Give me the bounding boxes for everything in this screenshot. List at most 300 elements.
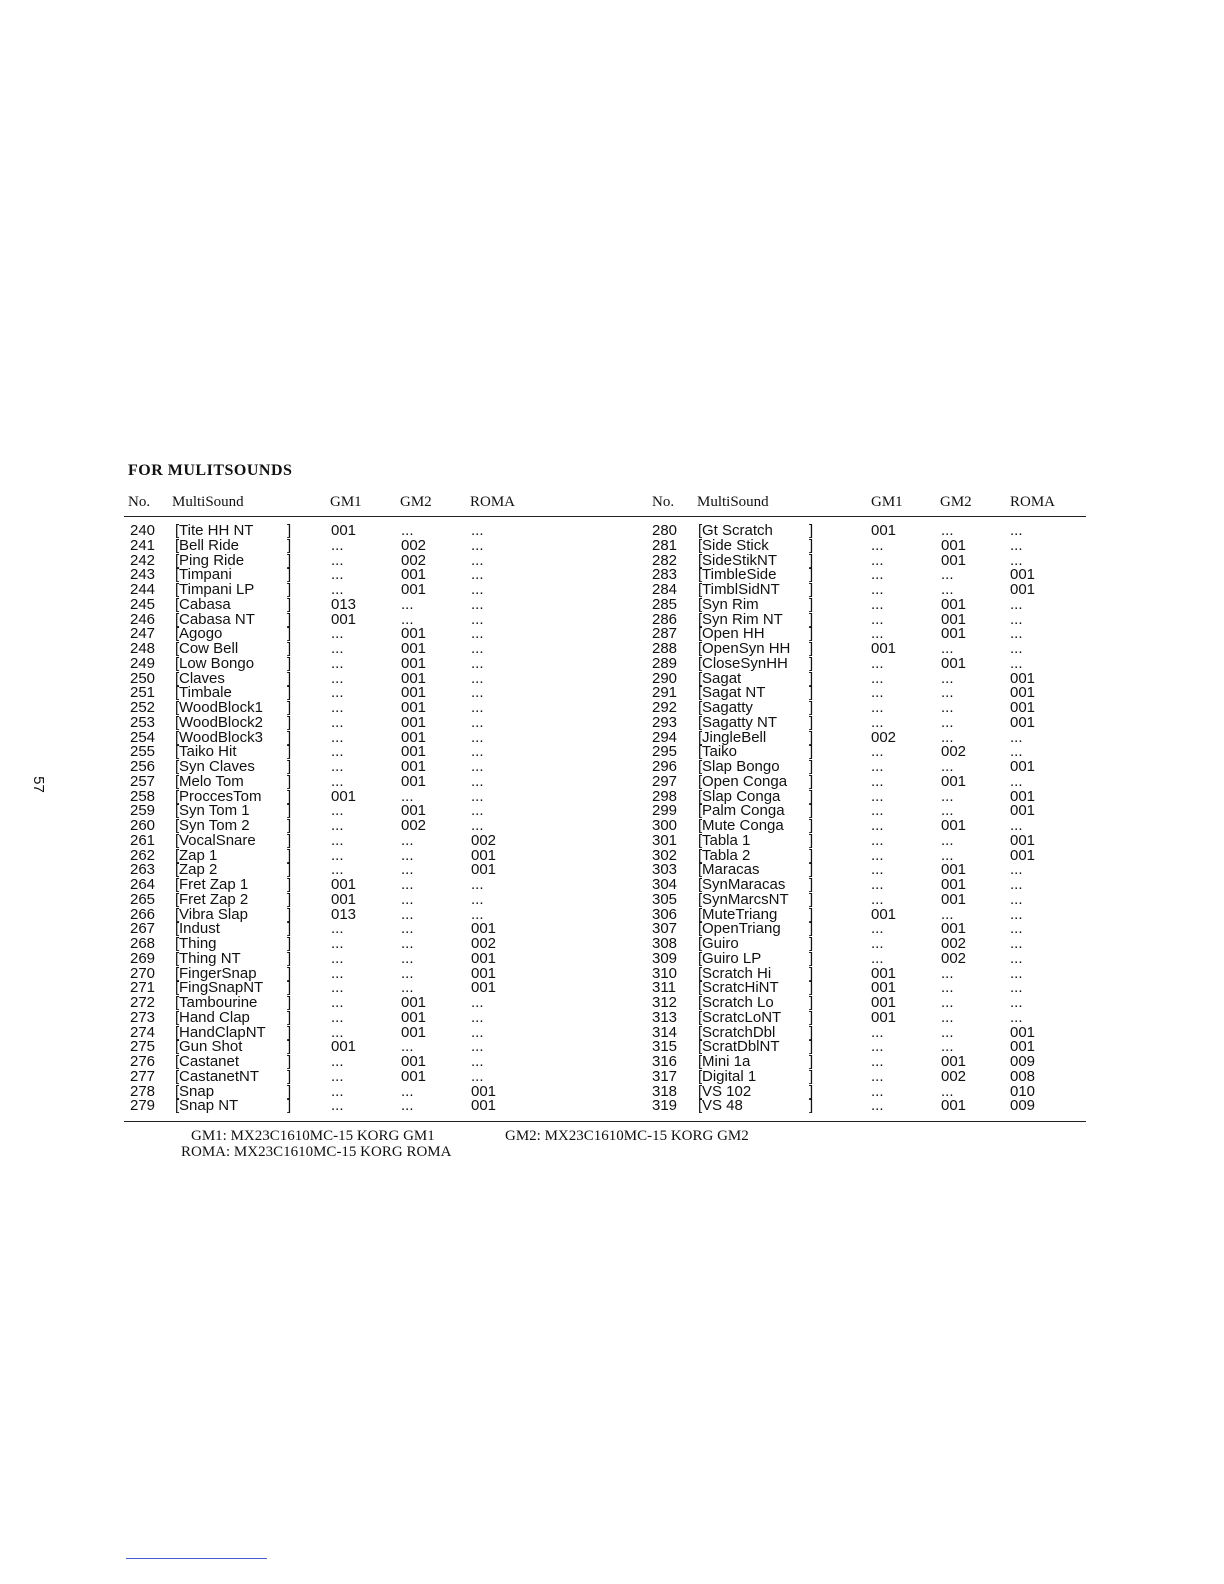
gm2-value: 002 [401, 817, 427, 834]
multisound-name: SynMaracas [702, 876, 786, 893]
roma-value: ... [471, 654, 484, 672]
multisound-name: Slap Bongo [702, 758, 780, 775]
bracket-close: ] [809, 581, 814, 598]
row-number: 243 [130, 566, 156, 584]
bracket-close: ] [809, 861, 814, 879]
bracket-close: ] [809, 905, 814, 923]
gm1-value: ... [871, 610, 884, 628]
gm1-value: 001 [331, 1038, 357, 1056]
gm1-value: ... [871, 802, 884, 820]
bracket-open: [ [698, 640, 703, 657]
roma-value: 001 [471, 979, 497, 997]
roma-value: ... [471, 787, 484, 805]
roma-value: ... [471, 713, 484, 731]
multisound-name: Guiro [702, 935, 739, 952]
gm2-value: 001 [401, 743, 427, 761]
bracket-close: ] [809, 1097, 814, 1115]
bracket-open: [ [175, 1008, 180, 1026]
bracket-close: ] [287, 595, 292, 613]
multisound-name: Agogo [179, 625, 223, 643]
roma-value: ... [471, 743, 484, 761]
multisound-name: FingSnapNT [179, 979, 264, 997]
roma-value: ... [471, 610, 484, 628]
bracket-close: ] [809, 728, 814, 746]
roma-value: ... [471, 1038, 484, 1056]
roma-value: 001 [471, 920, 497, 938]
gm2-value: 002 [941, 1067, 967, 1085]
bracket-open: [ [175, 964, 180, 982]
gm1-value: ... [871, 551, 884, 569]
row-number: 263 [130, 861, 156, 879]
multisound-name: WoodBlock1 [179, 699, 263, 716]
gm2-value: 001 [401, 581, 427, 598]
roma-value: ... [1010, 610, 1023, 628]
gm2-value: ... [941, 846, 954, 864]
gm1-value: ... [331, 1067, 344, 1085]
multisound-name: SideStikNT [702, 551, 778, 569]
bracket-open: [ [175, 905, 180, 923]
bracket-close: ] [287, 625, 292, 643]
gm1-value: ... [871, 920, 884, 938]
multisound-name: Digital 1 [702, 1067, 757, 1085]
multisound-name: ScratcHiNT [702, 979, 779, 997]
row-number: 288 [652, 640, 678, 657]
multisound-name: Open HH [702, 625, 765, 643]
gm1-value: ... [331, 713, 344, 731]
footnote-gm2: GM2: MX23C1610MC-15 KORG GM2 [505, 1128, 749, 1144]
bracket-open: [ [175, 1067, 180, 1085]
bracket-close: ] [809, 536, 814, 554]
gm1-value: ... [331, 1053, 344, 1070]
bracket-open: [ [175, 1053, 180, 1070]
multisound-name: Syn Claves [179, 758, 255, 775]
bracket-close: ] [809, 846, 814, 864]
row-number: 294 [652, 728, 678, 746]
bracket-open: [ [175, 743, 180, 761]
bracket-open: [ [698, 787, 703, 805]
gm1-value: ... [331, 979, 344, 997]
roma-value: 001 [1010, 669, 1036, 687]
row-number: 271 [130, 979, 156, 997]
gm1-value: 001 [331, 876, 357, 893]
roma-value: ... [471, 1023, 484, 1041]
bracket-open: [ [175, 949, 180, 967]
row-number: 242 [130, 551, 156, 569]
bracket-open: [ [175, 979, 180, 997]
bracket-open: [ [175, 920, 180, 938]
gm2-value: 001 [401, 1067, 427, 1085]
bracket-close: ] [287, 654, 292, 672]
gm1-value: ... [331, 1082, 344, 1100]
bracket-open: [ [175, 581, 180, 598]
gm2-value: 001 [401, 669, 427, 687]
gm2-value: 001 [401, 699, 427, 716]
bracket-close: ] [287, 566, 292, 584]
bracket-close: ] [809, 787, 814, 805]
bracket-close: ] [287, 772, 292, 790]
gm2-value: 001 [401, 758, 427, 775]
gm1-value: ... [331, 699, 344, 716]
roma-value: ... [1010, 654, 1023, 672]
bracket-close: ] [287, 949, 292, 967]
gm1-value: ... [331, 861, 344, 879]
gm2-value: 001 [941, 654, 967, 672]
multisound-name: HandClapNT [179, 1023, 266, 1041]
row-number: 290 [652, 669, 678, 687]
gm2-value: ... [401, 905, 414, 923]
row-number: 275 [130, 1038, 156, 1056]
gm2-value: ... [401, 979, 414, 997]
bracket-close: ] [287, 1082, 292, 1100]
bracket-open: [ [698, 817, 703, 834]
bracket-open: [ [698, 876, 703, 893]
gm2-value: 001 [401, 1053, 427, 1070]
multisound-name: Ping Ride [179, 551, 245, 569]
roma-value: 001 [1010, 1023, 1036, 1041]
header-roma: ROMA [1010, 494, 1056, 510]
gm1-value: ... [871, 684, 884, 702]
bracket-close: ] [287, 905, 292, 923]
gm1-value: ... [871, 566, 884, 584]
roma-value: ... [1010, 964, 1023, 982]
roma-value: ... [1010, 994, 1023, 1011]
bracket-close: ] [809, 743, 814, 761]
multisound-name: Gt Scratch [702, 522, 773, 539]
bracket-open: [ [175, 728, 180, 746]
row-number: 311 [652, 979, 676, 997]
row-number: 315 [652, 1038, 678, 1056]
row-number: 310 [652, 964, 678, 982]
row-number: 273 [130, 1008, 156, 1026]
multisound-name: ScratcLoNT [702, 1008, 782, 1026]
row-number: 256 [130, 758, 156, 775]
gm1-value: 001 [871, 979, 897, 997]
gm2-value: ... [941, 1038, 954, 1056]
gm2-value: 002 [401, 551, 427, 569]
bracket-close: ] [809, 1038, 814, 1056]
row-number: 302 [652, 846, 678, 864]
row-number: 318 [652, 1082, 678, 1100]
gm2-value: ... [401, 595, 414, 613]
gm2-value: ... [401, 610, 414, 628]
multisound-name: Scratch Hi [702, 964, 772, 982]
bracket-close: ] [287, 713, 292, 731]
gm2-value: 001 [941, 625, 967, 643]
row-number: 300 [652, 817, 678, 834]
multisound-name: Indust [179, 920, 220, 938]
bracket-close: ] [287, 640, 292, 657]
roma-value: 001 [471, 861, 497, 879]
multisound-name: Syn Tom 1 [179, 802, 250, 820]
multisound-name: Tite HH NT [179, 522, 254, 539]
roma-value: ... [1010, 935, 1023, 952]
gm2-value: ... [941, 728, 954, 746]
gm2-value: 001 [941, 772, 967, 790]
row-number: 314 [652, 1023, 678, 1041]
bracket-open: [ [175, 699, 180, 716]
bracket-open: [ [175, 772, 180, 790]
gm2-value: ... [941, 787, 954, 805]
row-number: 265 [130, 890, 156, 908]
bracket-close: ] [809, 566, 814, 584]
roma-value: ... [1010, 890, 1023, 908]
gm1-value: ... [331, 669, 344, 687]
gm2-value: ... [941, 566, 954, 584]
gm1-value: ... [331, 728, 344, 746]
roma-value: ... [471, 758, 484, 775]
roma-value: 001 [1010, 713, 1036, 731]
roma-value: ... [471, 876, 484, 893]
gm1-value: ... [871, 772, 884, 790]
bracket-open: [ [698, 846, 703, 864]
gm1-value: ... [871, 743, 884, 761]
roma-value: ... [1010, 595, 1023, 613]
row-number: 317 [652, 1067, 678, 1085]
bracket-open: [ [698, 772, 703, 790]
roma-value: ... [1010, 920, 1023, 938]
gm2-value: ... [401, 1038, 414, 1056]
header-gm1: GM1 [871, 494, 903, 510]
multisound-name: Tabla 1 [702, 831, 751, 849]
bracket-open: [ [698, 994, 703, 1011]
row-number: 308 [652, 935, 678, 952]
bracket-close: ] [809, 699, 814, 716]
bracket-open: [ [698, 1082, 703, 1100]
bracket-open: [ [175, 846, 180, 864]
gm2-value: ... [401, 1082, 414, 1100]
bracket-open: [ [175, 890, 180, 908]
gm2-value: 001 [941, 536, 967, 554]
multisound-name: Cabasa [179, 595, 231, 613]
row-number: 248 [130, 640, 156, 657]
row-number: 312 [652, 994, 678, 1011]
row-number: 259 [130, 802, 156, 820]
gm2-value: ... [941, 758, 954, 775]
gm2-value: 001 [401, 566, 427, 584]
row-number: 246 [130, 610, 156, 628]
row-number: 252 [130, 699, 156, 716]
row-number: 284 [652, 581, 678, 598]
gm2-value: ... [401, 920, 414, 938]
multisound-name: FingerSnap [179, 964, 257, 982]
bracket-close: ] [287, 802, 292, 820]
bracket-close: ] [287, 979, 292, 997]
gm1-value: ... [871, 1067, 884, 1085]
roma-value: ... [471, 684, 484, 702]
gm1-value: 002 [871, 728, 897, 746]
gm1-value: ... [871, 935, 884, 952]
roma-value: 001 [1010, 1038, 1036, 1056]
gm2-value: ... [941, 1023, 954, 1041]
gm1-value: ... [871, 817, 884, 834]
bracket-open: [ [175, 802, 180, 820]
row-number: 301 [652, 831, 678, 849]
roma-value: ... [1010, 949, 1023, 967]
bracket-close: ] [809, 595, 814, 613]
bracket-close: ] [287, 846, 292, 864]
row-number: 247 [130, 625, 156, 643]
multisound-name: Scratch Lo [702, 994, 774, 1011]
gm1-value: ... [871, 787, 884, 805]
bracket-open: [ [175, 1097, 180, 1115]
roma-value: 001 [1010, 846, 1036, 864]
roma-value: ... [471, 551, 484, 569]
gm1-value: ... [331, 640, 344, 657]
roma-value: ... [471, 772, 484, 790]
row-number: 289 [652, 654, 678, 672]
bracket-open: [ [698, 831, 703, 849]
bracket-open: [ [698, 713, 703, 731]
roma-value: 009 [1010, 1097, 1036, 1115]
multisound-name: Bell Ride [179, 536, 240, 554]
multisound-name: Snap NT [179, 1097, 239, 1115]
bracket-close: ] [287, 1067, 292, 1085]
bracket-open: [ [698, 654, 703, 672]
header-gm1: GM1 [330, 494, 362, 510]
row-number: 269 [130, 949, 156, 967]
bracket-open: [ [175, 876, 180, 893]
bracket-open: [ [175, 713, 180, 731]
gm2-value: ... [941, 684, 954, 702]
bracket-open: [ [175, 684, 180, 702]
bracket-close: ] [809, 935, 814, 952]
row-number: 316 [652, 1053, 678, 1070]
multisound-name: Fret Zap 2 [179, 890, 249, 908]
gm2-value: ... [401, 522, 414, 539]
bracket-close: ] [287, 1053, 292, 1070]
multisound-name: OpenSyn HH [702, 640, 791, 657]
gm2-value: 001 [941, 876, 967, 893]
gm1-value: 001 [331, 610, 357, 628]
gm1-value: ... [331, 1097, 344, 1115]
multisound-name: Mini 1a [702, 1053, 751, 1070]
roma-value: ... [471, 625, 484, 643]
roma-value: 001 [1010, 831, 1036, 849]
table-bottom-rule [124, 1121, 1086, 1122]
gm2-value: ... [941, 905, 954, 923]
gm1-value: ... [871, 831, 884, 849]
bracket-open: [ [698, 595, 703, 613]
bracket-open: [ [175, 787, 180, 805]
roma-value: ... [471, 817, 484, 834]
roma-value: 001 [471, 1097, 497, 1115]
bracket-close: ] [287, 876, 292, 893]
roma-value: 002 [471, 935, 497, 952]
roma-value: 001 [471, 1082, 497, 1100]
multisound-name: Syn Tom 2 [179, 817, 250, 834]
bracket-close: ] [287, 787, 292, 805]
roma-value: ... [471, 669, 484, 687]
row-number: 283 [652, 566, 678, 584]
gm1-value: ... [871, 861, 884, 879]
gm2-value: 001 [401, 640, 427, 657]
bracket-close: ] [809, 1023, 814, 1041]
bracket-close: ] [809, 1053, 814, 1070]
gm1-value: ... [331, 758, 344, 775]
row-number: 286 [652, 610, 678, 628]
roma-value: ... [1010, 743, 1023, 761]
gm1-value: ... [331, 949, 344, 967]
row-number: 295 [652, 743, 678, 761]
footnote-gm1: GM1: MX23C1610MC-15 KORG GM1 [191, 1128, 435, 1144]
bracket-close: ] [809, 654, 814, 672]
bracket-open: [ [698, 699, 703, 716]
row-number: 281 [652, 536, 678, 554]
gm1-value: 001 [871, 964, 897, 982]
row-number: 285 [652, 595, 678, 613]
row-number: 297 [652, 772, 678, 790]
row-number: 270 [130, 964, 156, 982]
roma-value: ... [471, 581, 484, 598]
bracket-close: ] [809, 522, 814, 539]
header-no: No. [652, 494, 675, 510]
bracket-close: ] [287, 684, 292, 702]
bracket-close: ] [809, 949, 814, 967]
multisound-name: MuteTriang [702, 905, 778, 923]
roma-value: ... [1010, 861, 1023, 879]
gm2-value: 001 [941, 861, 967, 879]
bracket-close: ] [809, 713, 814, 731]
multisound-name: Side Stick [702, 536, 769, 554]
roma-value: ... [1010, 522, 1023, 539]
bracket-open: [ [698, 566, 703, 584]
bracket-close: ] [809, 640, 814, 657]
multisound-name: WoodBlock2 [179, 713, 263, 731]
bracket-open: [ [698, 1067, 703, 1085]
bracket-open: [ [175, 669, 180, 687]
roma-value: ... [471, 728, 484, 746]
gm1-value: ... [871, 876, 884, 893]
bracket-close: ] [809, 758, 814, 775]
bracket-close: ] [809, 802, 814, 820]
bracket-open: [ [698, 935, 703, 952]
multisound-name: Castanet [179, 1053, 240, 1070]
multisound-name: OpenTriang [702, 920, 781, 938]
gm2-value: 001 [401, 802, 427, 820]
roma-value: 001 [1010, 802, 1036, 820]
row-number: 291 [652, 684, 678, 702]
gm1-value: ... [331, 817, 344, 834]
bracket-open: [ [175, 640, 180, 657]
bracket-close: ] [287, 536, 292, 554]
gm1-value: ... [331, 1023, 344, 1041]
row-number: 279 [130, 1097, 156, 1115]
bracket-close: ] [287, 1097, 292, 1115]
multisound-name: Thing [179, 935, 217, 952]
roma-value: 001 [1010, 699, 1036, 716]
multisound-name: JingleBell [702, 728, 767, 746]
row-number: 244 [130, 581, 156, 598]
table-top-rule [124, 516, 1086, 517]
multisound-name: ScratchDbl [702, 1023, 776, 1041]
bracket-open: [ [698, 1038, 703, 1056]
gm2-value: 001 [401, 625, 427, 643]
bracket-close: ] [287, 1023, 292, 1041]
gm2-value: 001 [941, 890, 967, 908]
bracket-close: ] [809, 625, 814, 643]
row-number: 257 [130, 772, 156, 790]
row-number: 272 [130, 994, 156, 1011]
bracket-close: ] [809, 610, 814, 628]
bracket-open: [ [698, 920, 703, 938]
multisound-name: Snap [179, 1082, 215, 1100]
multisound-name: Taiko Hit [179, 743, 237, 761]
bracket-open: [ [698, 581, 703, 598]
gm2-value: ... [941, 831, 954, 849]
multisound-name: Mute Conga [702, 817, 784, 834]
multisound-name: VS 102 [702, 1082, 752, 1100]
bracket-open: [ [175, 817, 180, 834]
